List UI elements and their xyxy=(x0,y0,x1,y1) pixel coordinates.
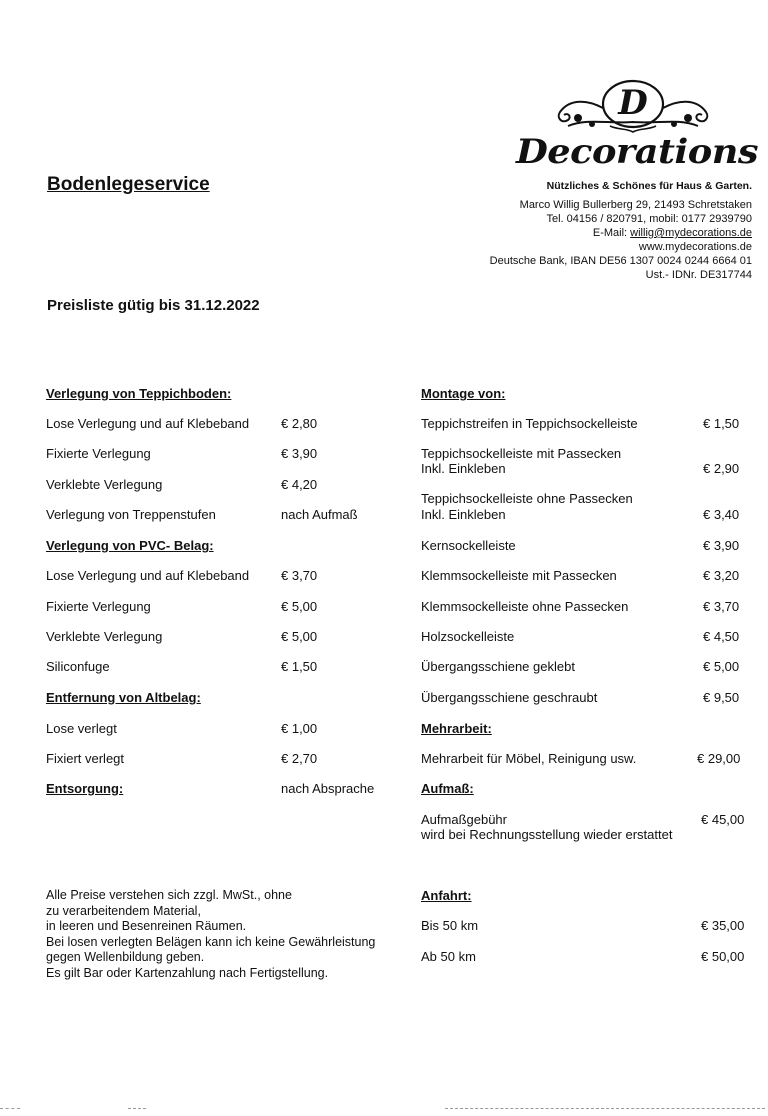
price-row-label: Siliconfuge xyxy=(46,659,110,674)
price-row-value: € 1,50 xyxy=(703,416,740,431)
price-row-label: Lose verlegt xyxy=(46,721,117,736)
price-row-value: € 3,70 xyxy=(703,599,740,614)
price-row-value: € 45,00 xyxy=(701,812,745,827)
price-row-label: Holzsockelleiste xyxy=(421,629,515,644)
brand-name: Decorations xyxy=(516,132,759,172)
scan-edge-line xyxy=(0,1108,20,1109)
section-heading-disposal: Entsorgung: xyxy=(46,781,124,796)
price-row-value: € 4,50 xyxy=(703,629,740,644)
price-row-label: Fixierte Verlegung xyxy=(46,446,151,461)
scan-edge-line xyxy=(445,1108,765,1109)
price-row-label: Übergangsschiene geschraubt xyxy=(421,690,598,705)
price-row-value: € 4,20 xyxy=(281,477,318,492)
price-row-label: Lose Verlegung und auf Klebeband xyxy=(46,416,250,431)
terms-line: Es gilt Bar oder Kartenzahlung nach Fertigstellung. xyxy=(46,965,329,980)
price-row-label: Kernsockelleiste xyxy=(421,538,516,553)
terms-line: Alle Preise verstehen sich zzgl. MwSt., ohne xyxy=(46,888,292,902)
scan-edge-line xyxy=(128,1108,146,1109)
price-row-value: nach Absprache xyxy=(281,781,375,796)
price-row-value: € 35,00 xyxy=(701,918,745,933)
price-row-label: Mehrarbeit für Möbel, Reinigung usw. xyxy=(421,751,637,766)
terms-line: zu verarbeitendem Material, xyxy=(46,903,201,918)
price-row-value: € 5,00 xyxy=(703,659,740,674)
price-row-value: € 3,40 xyxy=(703,507,740,522)
price-row-value: € 5,00 xyxy=(281,599,318,614)
price-row-value: € 2,80 xyxy=(281,416,318,431)
validity-note: Preisliste gütig bis 31.12.2022 xyxy=(47,297,260,314)
price-row-label: Teppichsockelleiste mit Passecken xyxy=(421,446,622,461)
price-row-value: € 1,50 xyxy=(281,659,318,674)
section-heading-measurement: Aufmaß: xyxy=(421,781,474,796)
price-row-value: € 3,20 xyxy=(703,568,740,583)
terms-note xyxy=(46,888,426,981)
section-heading-mounting: Montage von: xyxy=(421,386,506,401)
price-row-label: Aufmaßgebühr xyxy=(421,812,507,827)
price-row-value: € 3,70 xyxy=(281,568,318,583)
contact-address: Marco Willig Bullerberg 29, 21493 Schretstaken xyxy=(519,199,752,211)
section-heading-pvc: Verlegung von PVC- Belag: xyxy=(46,538,214,553)
price-row-value: € 3,90 xyxy=(703,538,740,553)
price-row-label: Bis 50 km xyxy=(421,918,479,933)
decorations-logo-ornament xyxy=(548,78,718,140)
contact-phone: Tel. 04156 / 820791, mobil: 0177 2939790 xyxy=(546,213,752,225)
price-row-value: € 3,90 xyxy=(281,446,318,461)
price-row-value: € 50,00 xyxy=(701,949,745,964)
price-row-value: nach Aufmaß xyxy=(281,507,358,522)
section-heading-removal: Entfernung von Altbelag: xyxy=(46,690,201,705)
page-title: Bodenlegeservice xyxy=(47,174,210,195)
terms-line: in leeren und Besenreinen Räumen. xyxy=(46,919,247,933)
logo-letter: D xyxy=(618,83,648,123)
price-row-value: € 1,00 xyxy=(281,721,318,736)
price-row-sublabel: Inkl. Einkleben xyxy=(421,461,506,476)
contact-email-line xyxy=(593,227,752,239)
price-row-label: Teppichstreifen in Teppichsockelleiste xyxy=(421,416,638,431)
price-row-sublabel: Inkl. Einkleben xyxy=(421,507,506,522)
contact-email-link[interactable]: willig@mydecorations.de xyxy=(630,227,752,239)
brand-tagline: Nützliches & Schönes für Haus & Garten. xyxy=(546,180,752,192)
price-row-value: € 2,70 xyxy=(281,751,318,766)
terms-line: Bei losen verlegten Belägen kann ich keine Gewährleistung xyxy=(46,934,376,949)
price-row-label: Fixierte Verlegung xyxy=(46,599,151,614)
section-heading-travel: Anfahrt: xyxy=(421,888,472,903)
contact-tax-id: Ust.- IDNr. DE317744 xyxy=(645,269,752,281)
price-row-label: Ab 50 km xyxy=(421,949,476,964)
price-row-value: € 2,90 xyxy=(703,461,740,476)
price-row-value: € 9,50 xyxy=(703,690,740,705)
price-row-sublabel: wird bei Rechnungsstellung wieder erstattet xyxy=(421,827,673,842)
section-heading-extra-work: Mehrarbeit: xyxy=(421,721,492,736)
contact-website: www.mydecorations.de xyxy=(638,241,752,253)
price-row-value: € 5,00 xyxy=(281,629,318,644)
contact-bank: Deutsche Bank, IBAN DE56 1307 0024 0244 6664 01 xyxy=(489,255,752,267)
price-row-label: Übergangsschiene geklebt xyxy=(421,659,575,674)
contact-email-label: E-Mail: xyxy=(592,227,631,239)
price-row-label: Verlegung von Treppenstufen xyxy=(46,507,216,522)
price-row-label: Verklebte Verlegung xyxy=(46,629,163,644)
price-row-label: Lose Verlegung und auf Klebeband xyxy=(46,568,250,583)
section-heading-carpet: Verlegung von Teppichboden: xyxy=(46,386,232,401)
price-row-label: Teppichsockelleiste ohne Passecken xyxy=(421,491,633,506)
price-row-value: € 29,00 xyxy=(697,751,741,766)
price-row-label: Klemmsockelleiste mit Passecken xyxy=(421,568,617,583)
terms-line: gegen Wellenbildung geben. xyxy=(46,950,205,964)
price-row-label: Klemmsockelleiste ohne Passecken xyxy=(421,599,629,614)
price-row-label: Verklebte Verlegung xyxy=(46,477,163,492)
price-row-label: Fixiert verlegt xyxy=(46,751,125,766)
